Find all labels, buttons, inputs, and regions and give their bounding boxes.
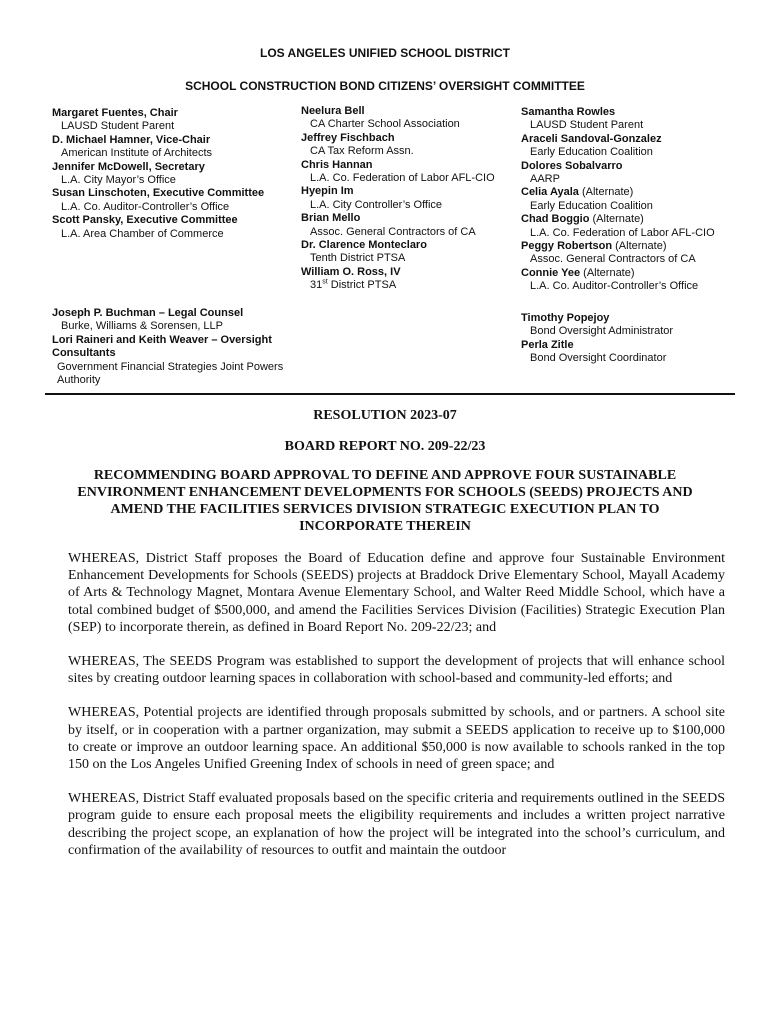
member-entry <box>52 161 292 188</box>
member-entry <box>521 106 751 133</box>
members-column-3 <box>521 106 751 294</box>
staff-org: Bond Oversight Administrator <box>530 325 674 338</box>
district-heading: LOS ANGELES UNIFIED SCHOOL DISTRICT <box>259 46 510 60</box>
member-name: Araceli Sandoval-Gonzalez <box>521 132 662 145</box>
member-entry <box>301 266 516 293</box>
member-entry <box>52 214 292 241</box>
member-name: Neelura Bell <box>301 105 365 117</box>
member-name: Dr. Clarence Monteclaro <box>301 239 427 252</box>
staff-name: Perla Zitle <box>521 338 574 351</box>
staff-column-right <box>521 312 751 366</box>
member-org: Assoc. General Contractors of CA <box>310 225 476 238</box>
member-name: Peggy Robertson <box>521 240 613 253</box>
member-org: L.A. City Mayor’s Office <box>61 174 176 187</box>
member-name: Margaret Fuentes, Chair <box>52 107 178 119</box>
alternate-tag: (Alternate) <box>589 213 644 226</box>
whereas-paragraph: WHEREAS, District Staff evaluated proposals based on the specific criteria and requirements outlined in the SEEDS program guide to ensure each proposal meets the eligibility requirements and includes a written project narrative describing the project scope, an explanation of how the project will be integrated into the school’s curriculum, and confirmation of the availability of resources to outfit and maintain the outdoor <box>68 791 725 858</box>
whereas-paragraph: WHEREAS, The SEEDS Program was established to support the development of projects that will enhance school sites by creating outdoor learning spaces in collaboration with school-based and community-led efforts; and <box>68 654 725 687</box>
member-org: L.A. Co. Federation of Labor AFL-CIO <box>530 226 715 239</box>
member-entry <box>521 213 751 240</box>
member-org: L.A. Co. Auditor-Controller’s Office <box>61 200 230 213</box>
member-org <box>301 279 516 292</box>
member-entry <box>301 105 516 132</box>
staff-org: Bond Oversight Coordinator <box>530 352 667 365</box>
member-entry <box>521 133 751 160</box>
member-entry <box>301 239 516 266</box>
staff-name: Lori Raineri and Keith Weaver – Oversight Consultants <box>52 333 272 360</box>
committee-heading: SCHOOL CONSTRUCTION BOND CITIZENS’ OVERSIGHT COMMITTEE <box>185 79 585 93</box>
member-name: Chris Hannan <box>301 158 373 171</box>
member-name: Chad Boggio <box>521 213 590 226</box>
resolution-body <box>68 550 725 876</box>
member-org: L.A. City Controller’s Office <box>310 198 443 211</box>
member-name: Dolores Sobalvarro <box>521 159 623 172</box>
member-name: Brian Mello <box>301 212 361 225</box>
staff-entry <box>52 307 292 334</box>
member-entry <box>52 187 292 214</box>
alternate-tag: (Alternate) <box>612 240 667 253</box>
staff-entry <box>521 312 751 339</box>
member-name: Hyepin Im <box>301 185 354 198</box>
member-name: D. Michael Hamner, Vice-Chair <box>52 133 211 146</box>
members-column-2 <box>301 105 516 293</box>
member-name: Jennifer McDowell, Secretary <box>52 160 205 173</box>
staff-org: Government Financial Strategies Joint Powers Authority <box>57 360 284 387</box>
member-name: Jeffrey Fischbach <box>301 131 395 144</box>
member-org: Tenth District PTSA <box>310 252 406 265</box>
org-rest: District PTSA <box>327 279 397 292</box>
resolution-title: RECOMMENDING BOARD APPROVAL TO DEFINE AND APPROVE FOUR SUSTAINABLE ENVIRONMENT ENHANCEMENT DEVELOPMENTS FOR SCHOOLS (SEEDS) PROJECTS AND AMEND THE FACILITIES SERVICES DIVISION STRATEGIC EXECUTION PLAN TO INCORPORATE THEREIN <box>77 468 693 534</box>
member-entry <box>301 185 516 212</box>
member-entry <box>301 159 516 186</box>
staff-org: Burke, Williams & Sorensen, LLP <box>61 320 224 333</box>
member-entry <box>521 186 751 213</box>
member-entry <box>301 132 516 159</box>
staff-name: Joseph P. Buchman – Legal Counsel <box>52 307 244 319</box>
resolution-number: RESOLUTION 2023-07 <box>313 408 457 423</box>
member-name: Celia Ayala <box>521 186 579 199</box>
whereas-paragraph: WHEREAS, District Staff proposes the Board of Education define and approve four Sustainable Environment Enhancement Developments for Schools (SEEDS) projects at Braddock Drive Elementary School, Mayall Academy of Arts & Technology Magnet, Montara Avenue Elementary School, and Walter Reed Middle School, which have a total combined budget of $500,000, and amend the Facilities Services Division (Facilities) Strategic Execution Plan (SEP) to incorporate therein, as defined in Board Report No. 209-22/23; and <box>68 551 725 635</box>
member-name: Samantha Rowles <box>521 106 616 118</box>
staff-entry <box>521 339 751 366</box>
member-name: Connie Yee <box>521 266 581 279</box>
header-divider <box>45 393 735 395</box>
member-entry <box>521 267 751 294</box>
member-org: CA Tax Reform Assn. <box>310 145 414 158</box>
member-name: William O. Ross, IV <box>301 265 401 278</box>
staff-name: Timothy Popejoy <box>521 312 610 324</box>
member-entry <box>521 240 751 267</box>
member-name: Susan Linschoten, Executive Committee <box>52 187 265 200</box>
alternate-tag: (Alternate) <box>580 266 635 279</box>
member-entry <box>52 107 292 134</box>
alternate-tag: (Alternate) <box>578 186 634 199</box>
org-number: 31 <box>310 279 323 292</box>
member-org: L.A. Co. Federation of Labor AFL-CIO <box>310 172 495 185</box>
member-entry <box>301 212 516 239</box>
member-org: LAUSD Student Parent <box>61 120 175 133</box>
member-org: LAUSD Student Parent <box>530 119 644 132</box>
member-org: L.A. Co. Auditor-Controller’s Office <box>530 280 699 293</box>
staff-column-left <box>52 307 292 387</box>
member-org: AARP <box>530 173 560 186</box>
member-entry <box>52 134 292 161</box>
board-report-number: BOARD REPORT NO. 209-22/23 <box>284 439 486 454</box>
member-org: American Institute of Architects <box>61 147 213 160</box>
member-org: Early Education Coalition <box>530 146 653 159</box>
member-name: Scott Pansky, Executive Committee <box>52 214 238 227</box>
whereas-paragraph: WHEREAS, Potential projects are identified through proposals submitted by schools, and or partners. A school site by itself, or in cooperation with a partner organization, may submit a SEEDS application to receive up to $100,000 to create or improve an outdoor learning space. An additional $50,000 is now available to schools ranked in the top 150 on the Los Angeles Unified Greening Index of schools in need of green space; and <box>68 705 725 773</box>
member-org: Early Education Coalition <box>530 199 653 212</box>
member-org: L.A. Area Chamber of Commerce <box>61 227 224 240</box>
staff-entry <box>52 334 292 388</box>
member-entry <box>521 160 751 187</box>
member-org: CA Charter School Association <box>310 118 460 131</box>
members-column-1 <box>52 107 292 241</box>
org-ordinal: st <box>322 278 328 286</box>
member-org: Assoc. General Contractors of CA <box>530 253 696 266</box>
